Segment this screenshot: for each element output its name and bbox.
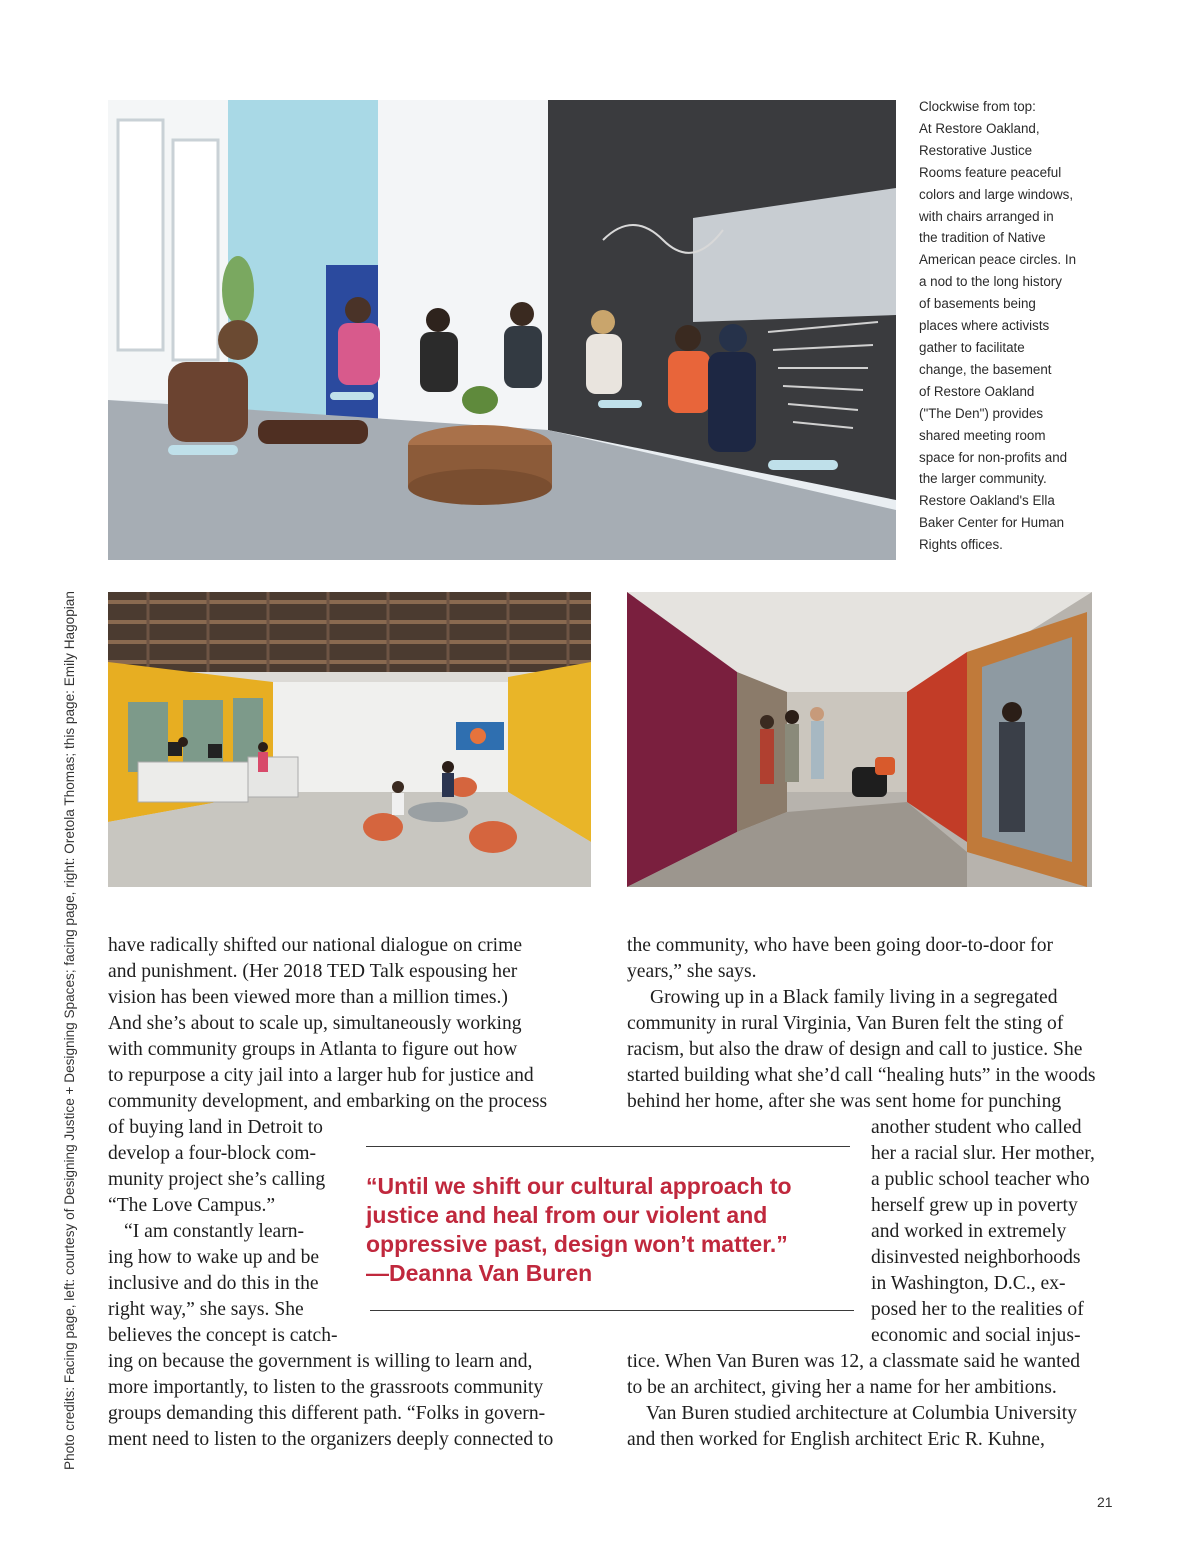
body-line: groups demanding this different path. “Folks in govern- — [108, 1403, 546, 1424]
body-line: inclusive and do this in the — [108, 1273, 319, 1294]
body-line: ment need to listen to the organizers deeply connected to — [108, 1429, 554, 1450]
body-line: Van Buren studied architecture at Columbia University — [646, 1403, 1077, 1424]
body-line: herself grew up in poverty — [871, 1195, 1078, 1216]
body-line: community in rural Virginia, Van Buren felt the sting of — [627, 1013, 1064, 1034]
body-line: ing on because the government is willing to learn and, — [108, 1351, 533, 1372]
caption-line: of Restore Oakland — [919, 383, 1035, 399]
caption-line: space for non-profits and — [919, 449, 1068, 465]
body-line: with community groups in Atlanta to figure out how — [108, 1039, 518, 1060]
body-line: more importantly, to listen to the grassroots community — [108, 1377, 544, 1398]
page-number: 21 — [1097, 1494, 1113, 1510]
body-line: started building what she’d call “healing huts” in the woods — [627, 1065, 1096, 1086]
caption-line: colors and large windows, — [919, 186, 1074, 202]
caption-line: Restorative Justice — [919, 142, 1033, 158]
body-line: Growing up in a Black family living in a segregated — [650, 987, 1058, 1008]
body-line: tice. When Van Buren was 12, a classmate said he wanted — [627, 1351, 1081, 1372]
body-line: “I am constantly learn- — [124, 1221, 305, 1242]
caption-line: shared meeting room — [919, 427, 1046, 443]
pull-quote-line: oppressive past, design won’t matter.” — [366, 1231, 788, 1257]
body-line: develop a four-block com- — [108, 1143, 316, 1164]
body-line: behind her home, after she was sent home for punching — [627, 1091, 1062, 1112]
body-line: posed her to the realities of — [871, 1299, 1084, 1320]
photo-open-office — [108, 592, 591, 887]
caption-line: of basements being — [919, 296, 1036, 312]
caption-line: Restore Oakland's Ella — [919, 493, 1055, 509]
body-line: another student who called — [871, 1117, 1082, 1138]
body-line: munity project she’s calling — [108, 1169, 326, 1190]
pull-quote-attribution: —Deanna Van Buren — [366, 1260, 593, 1286]
photo-caption — [919, 96, 1109, 556]
pull-quote-top-rule — [366, 1146, 850, 1147]
body-line: right way,” she says. She — [108, 1299, 304, 1320]
body-line: in Washington, D.C., ex- — [871, 1273, 1066, 1294]
body-line: community development, and embarking on the process — [108, 1091, 548, 1112]
body-line: economic and social injus- — [871, 1325, 1081, 1346]
caption-line: with chairs arranged in — [919, 208, 1054, 224]
caption-line: a nod to the long history — [919, 274, 1062, 290]
body-line: to repurpose a city jail into a larger hub for justice and — [108, 1065, 534, 1086]
caption-line: At Restore Oakland, — [919, 120, 1040, 136]
caption-line: gather to facilitate — [919, 339, 1025, 355]
body-line: racism, but also the draw of design and call to justice. She — [627, 1039, 1083, 1060]
pull-quote-bottom-rule — [370, 1310, 854, 1311]
caption-line: the larger community. — [919, 471, 1047, 487]
body-line: have radically shifted our national dialogue on crime — [108, 935, 523, 956]
photo-credit: Photo credits: Facing page, left: courtesy of Designing Justice + Designing Spaces; facing page, right: Oretola Thomas; this page: Emily Hagopian — [62, 591, 77, 1470]
body-line: ing how to wake up and be — [108, 1247, 320, 1268]
body-line: and then worked for English architect Eric R. Kuhne, — [627, 1429, 1045, 1450]
photo-restorative-justice-room — [108, 100, 896, 560]
caption-line: Rights offices. — [919, 537, 1003, 553]
caption-line: Rooms feature peaceful — [919, 164, 1062, 180]
caption-line: the tradition of Native — [919, 230, 1046, 246]
pull-quote — [366, 1172, 846, 1288]
body-line: And she’s about to scale up, simultaneously working — [108, 1013, 522, 1034]
body-line: years,” she says. — [627, 961, 757, 982]
body-line: to be an architect, giving her a name for her ambitions. — [627, 1377, 1057, 1398]
caption-line: American peace circles. In — [919, 252, 1077, 268]
caption-line: Baker Center for Human — [919, 515, 1065, 531]
body-line: and worked in extremely — [871, 1221, 1067, 1242]
caption-line: ("The Den") provides — [919, 405, 1044, 421]
caption-line: Clockwise from top: — [919, 99, 1036, 114]
body-line: a public school teacher who — [871, 1169, 1090, 1190]
caption-line: places where activists — [919, 318, 1050, 334]
body-line: and punishment. (Her 2018 TED Talk espousing her — [108, 961, 518, 982]
photo-corridor — [627, 592, 1092, 887]
body-line: the community, who have been going door-to-door for — [627, 935, 1054, 956]
pull-quote-line: “Until we shift our cultural approach to — [366, 1173, 792, 1199]
caption-line: change, the basement — [919, 361, 1052, 377]
body-line: “The Love Campus.” — [108, 1195, 276, 1216]
pull-quote-line: justice and heal from our violent and — [366, 1202, 768, 1228]
body-line: of buying land in Detroit to — [108, 1117, 323, 1138]
body-line: vision has been viewed more than a million times.) — [108, 987, 508, 1008]
body-line: believes the concept is catch- — [108, 1325, 338, 1346]
body-line: disinvested neighborhoods — [871, 1247, 1081, 1268]
body-line: her a racial slur. Her mother, — [871, 1143, 1095, 1164]
